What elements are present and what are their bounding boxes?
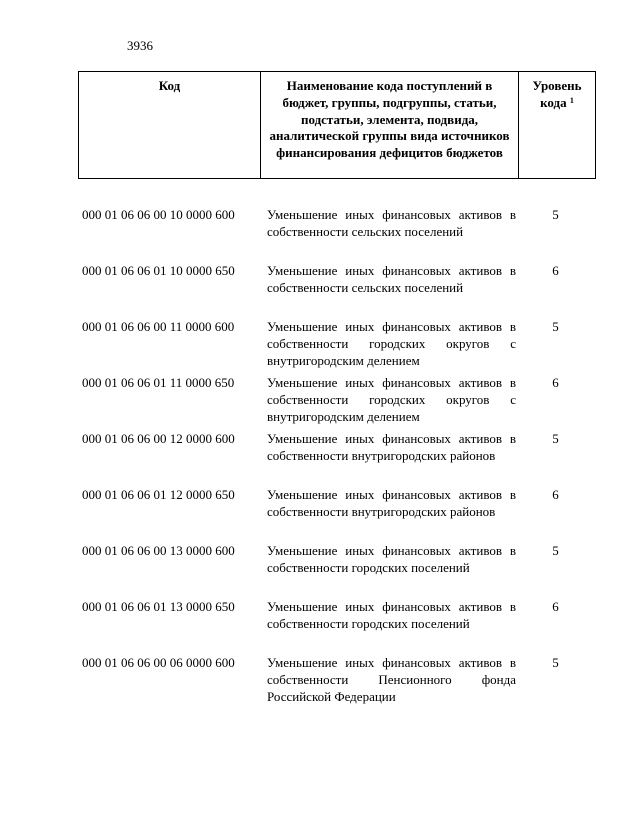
row-name: Уменьшение иных финансовых активов в собственности городских округов с внутригородским делением bbox=[267, 319, 516, 368]
row-name: Уменьшение иных финансовых активов в собственности городских округов с внутригородским делением bbox=[267, 375, 516, 424]
row-name: Уменьшение иных финансовых активов в собственности сельских поселений bbox=[267, 263, 516, 295]
table-row bbox=[82, 487, 595, 543]
row-level: 6 bbox=[552, 375, 559, 390]
row-name: Уменьшение иных финансовых активов в собственности внутригородских районов bbox=[267, 487, 516, 519]
row-level: 6 bbox=[552, 263, 559, 278]
row-level: 5 bbox=[552, 207, 559, 222]
table-row bbox=[82, 543, 595, 599]
table-row bbox=[82, 207, 595, 263]
header-level-footnote: 1 bbox=[569, 95, 574, 105]
table-row bbox=[82, 599, 595, 655]
row-name: Уменьшение иных финансовых активов в собственности Пенсионного фонда Российской Федерации bbox=[267, 655, 516, 704]
row-code: 000 01 06 06 00 06 0000 600 bbox=[82, 655, 235, 670]
row-name: Уменьшение иных финансовых активов в собственности городских поселений bbox=[267, 543, 516, 575]
table-header bbox=[78, 71, 596, 179]
page-number: 3936 bbox=[127, 38, 153, 53]
table-body bbox=[82, 207, 595, 711]
row-level: 5 bbox=[552, 543, 559, 558]
row-level: 5 bbox=[552, 655, 559, 670]
row-code: 000 01 06 06 00 13 0000 600 bbox=[82, 543, 235, 558]
row-code: 000 01 06 06 01 10 0000 650 bbox=[82, 263, 235, 278]
header-code: Код bbox=[79, 72, 261, 179]
row-name: Уменьшение иных финансовых активов в собственности сельских поселений bbox=[267, 207, 516, 239]
row-level: 6 bbox=[552, 487, 559, 502]
row-level: 5 bbox=[552, 319, 559, 334]
row-code: 000 01 06 06 01 12 0000 650 bbox=[82, 487, 235, 502]
header-row bbox=[79, 72, 596, 179]
row-code: 000 01 06 06 00 10 0000 600 bbox=[82, 207, 235, 222]
row-level: 6 bbox=[552, 599, 559, 614]
table-row bbox=[82, 263, 595, 319]
table-row bbox=[82, 319, 595, 375]
row-code: 000 01 06 06 00 12 0000 600 bbox=[82, 431, 235, 446]
header-level-label: Уровень кода bbox=[532, 78, 582, 110]
row-name: Уменьшение иных финансовых активов в собственности городских поселений bbox=[267, 599, 516, 631]
header-level bbox=[519, 72, 596, 179]
table-row bbox=[82, 431, 595, 487]
row-code: 000 01 06 06 01 13 0000 650 bbox=[82, 599, 235, 614]
row-code: 000 01 06 06 00 11 0000 600 bbox=[82, 319, 235, 334]
table-row bbox=[82, 375, 595, 431]
row-level: 5 bbox=[552, 431, 559, 446]
header-name: Наименование кода поступлений в бюджет, группы, подгруппы, статьи, подстатьи, элемента, подвида, аналитической группы вида источников финансирования дефицитов бюджетов bbox=[261, 72, 519, 179]
row-name: Уменьшение иных финансовых активов в собственности внутригородских районов bbox=[267, 431, 516, 463]
row-code: 000 01 06 06 01 11 0000 650 bbox=[82, 375, 235, 390]
table-row bbox=[82, 655, 595, 711]
